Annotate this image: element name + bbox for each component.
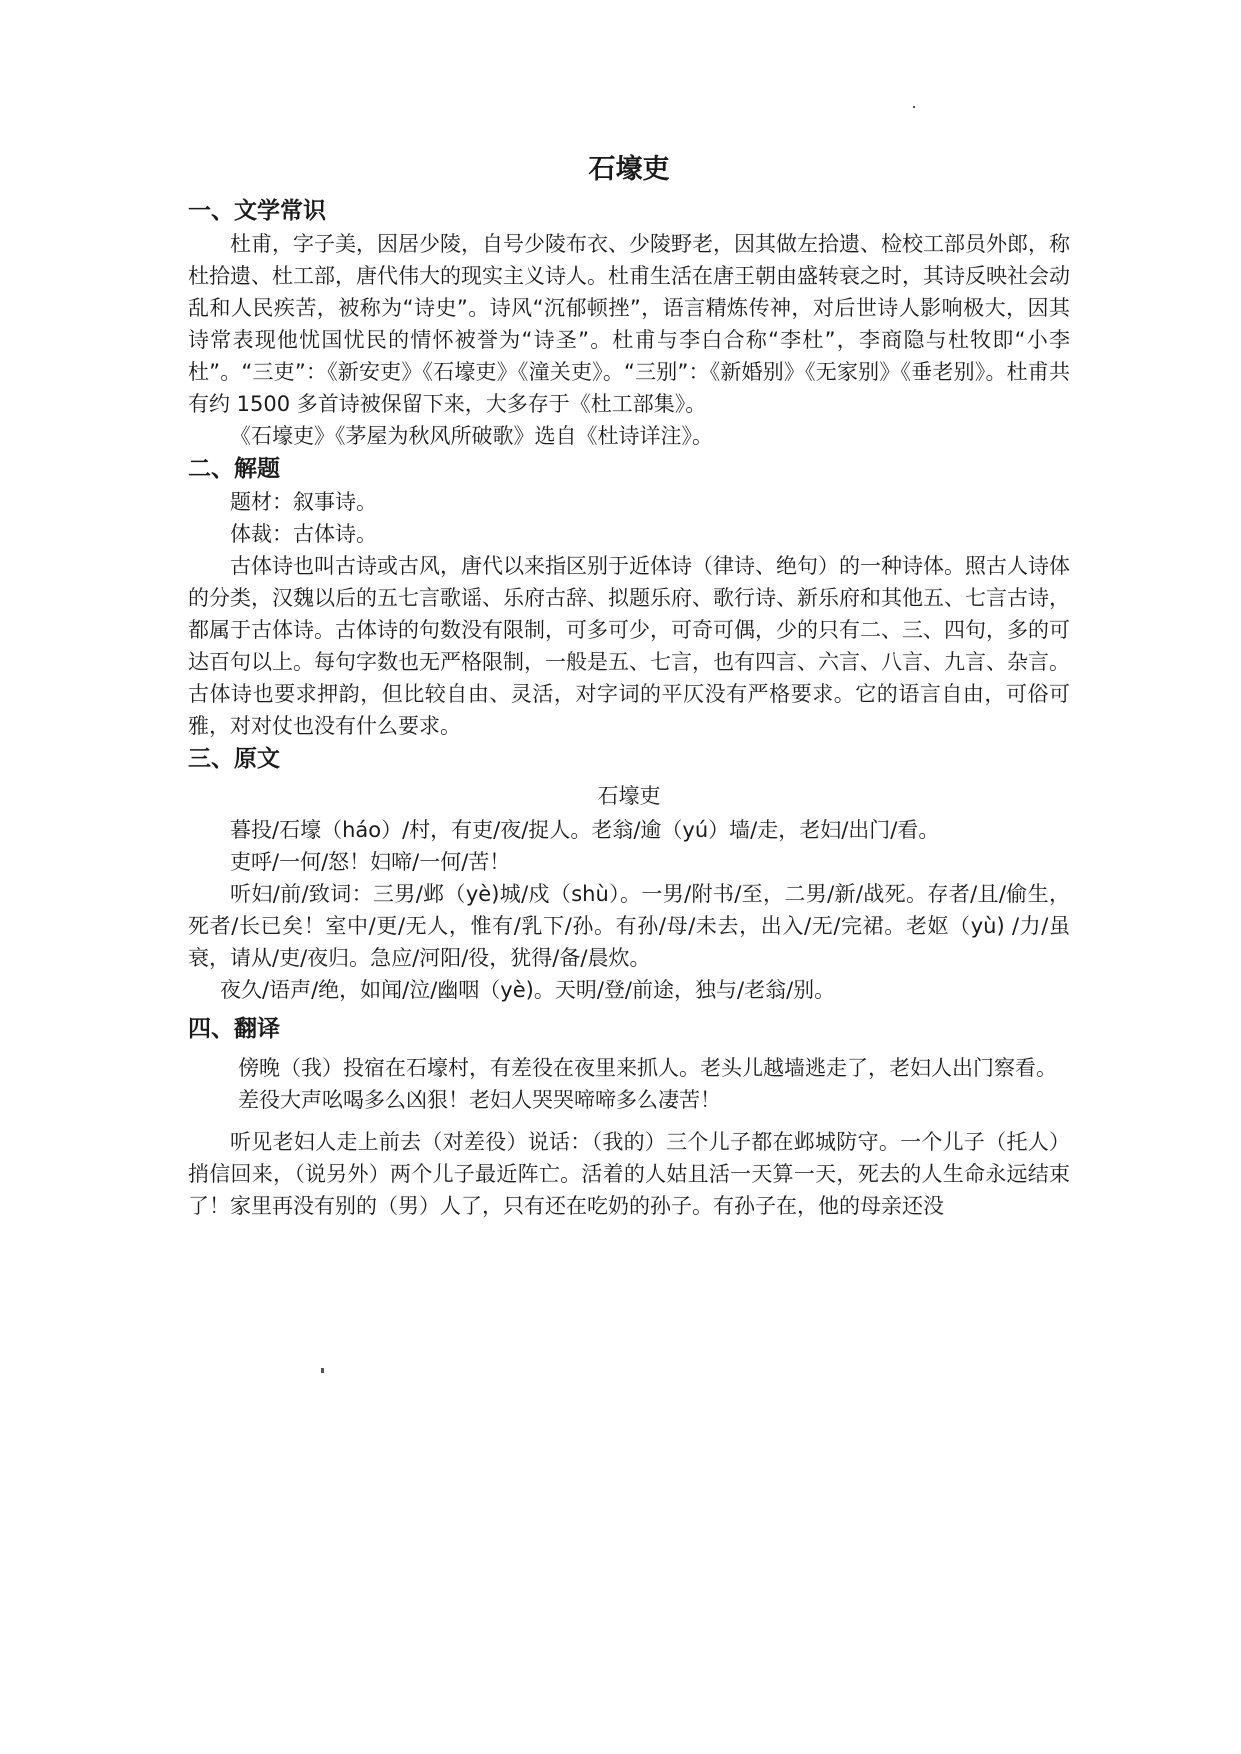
translation-paragraph-2: 差役大声吆喝多么凶狠！老妇人哭哭啼啼多么凄苦！ xyxy=(238,1088,721,1112)
poem-line-2: 吏呼/一何/怒！妇啼/一何/苦！ xyxy=(230,850,511,874)
section-heading-original-text: 三、原文 xyxy=(188,746,280,772)
poem-title: 石壕吏 xyxy=(597,784,661,808)
paragraph-ancient-poetry: 古体诗也叫古诗或古风，唐代以来指区别于近体诗（律诗、绝句）的一种诗体。照古人诗体的分类，汉魏以后的五七言歌谣、乐府古辞、拟题乐府、歌行诗、新乐府和其他五、七言古诗，都属于古体诗。古体诗的句数没有限制，可多可少，可奇可偶，少的只有二、三、四句，多的可达百句以上。每句字数也无严格限制，一般是五、七言，也有四言、六言、八言、九言、杂言。古体诗也要求押韵，但比较自由、灵活，对字词的平仄没有严格要求。它的语言自由，可俗可雅，对对仗也没有什么要求。 xyxy=(188,554,1070,738)
section-heading-explanation: 二、解题 xyxy=(188,456,280,482)
paragraph-source: 《石壕吏》《茅屋为秋风所破歌》选自《杜诗详注》。 xyxy=(230,424,713,448)
section-heading-literary-knowledge: 一、文学常识 xyxy=(188,198,326,224)
paragraph-genre: 体裁：古体诗。 xyxy=(230,522,377,546)
paragraph-du-fu-bio: 杜甫，字子美，因居少陵，自号少陵布衣、少陵野老，因其做左拾遗、检校工部员外郎，称杜拾遗、杜工部，唐代伟大的现实主义诗人。杜甫生活在唐王朝由盛转衰之时，其诗反映社会动乱和人民疾苦，被称为“诗史”。诗风“沉郁顿挫”，语言精炼传神，对后世诗人影响极大，因其诗常表现他忧国忧民的情怀被誉为“诗圣”。杜甫与李白合称“李杜”，李商隐与杜牧即“小李杜”。“三吏”：《新安吏》《石壕吏》《潼关吏》。“三别”：《新婚别》《无家别》《垂老别》。杜甫共有约 1500 多首诗被保留下来，大多存于《杜工部集》。 xyxy=(188,232,1070,416)
poem-line-3: 听妇/前/致词：三男/邺（yè)城/戍（shù）。一男/附书/至，二男/新/战死。存者/且/偷生，死者/长已矣！室中/更/无人，惟有/乳下/孙。有孙/母/未去，出入/无/完裙。老妪（yù) /力/虽衰，请从/吏/夜归。急应/河阳/役，犹得/备/晨炊。 xyxy=(188,882,1070,970)
poem-line-1: 暮投/石壕（háo）/村，有吏/夜/捉人。老翁/逾（yú）墙/走，老妇/出门/看。 xyxy=(230,818,940,842)
poem-line-4: 夜久/语声/绝，如闻/泣/幽咽（yè)。天明/登/前途，独与/老翁/别。 xyxy=(220,978,836,1002)
section-heading-translation: 四、翻译 xyxy=(188,1016,280,1042)
scan-speck xyxy=(913,106,915,108)
paragraph-subject: 题材：叙事诗。 xyxy=(230,490,377,514)
document-title: 石壕吏 xyxy=(588,154,670,185)
translation-paragraph-1: 傍晚（我）投宿在石壕村，有差役在夜里来抓人。老头儿越墙逃走了，老妇人出门察看。 xyxy=(238,1056,1057,1080)
scan-speck xyxy=(321,1368,324,1373)
document-body xyxy=(188,150,1070,1222)
translation-paragraph-3: 听见老妇人走上前去（对差役）说话：（我的）三个儿子都在邺城防守。一个儿子（托人）捎信回来，（说另外）两个儿子最近阵亡。活着的人姑且活一天算一天，死去的人生命永远结束了！家里再没有别的（男）人了，只有还在吃奶的孙子。有孙子在，他的母亲还没 xyxy=(188,1130,1070,1218)
